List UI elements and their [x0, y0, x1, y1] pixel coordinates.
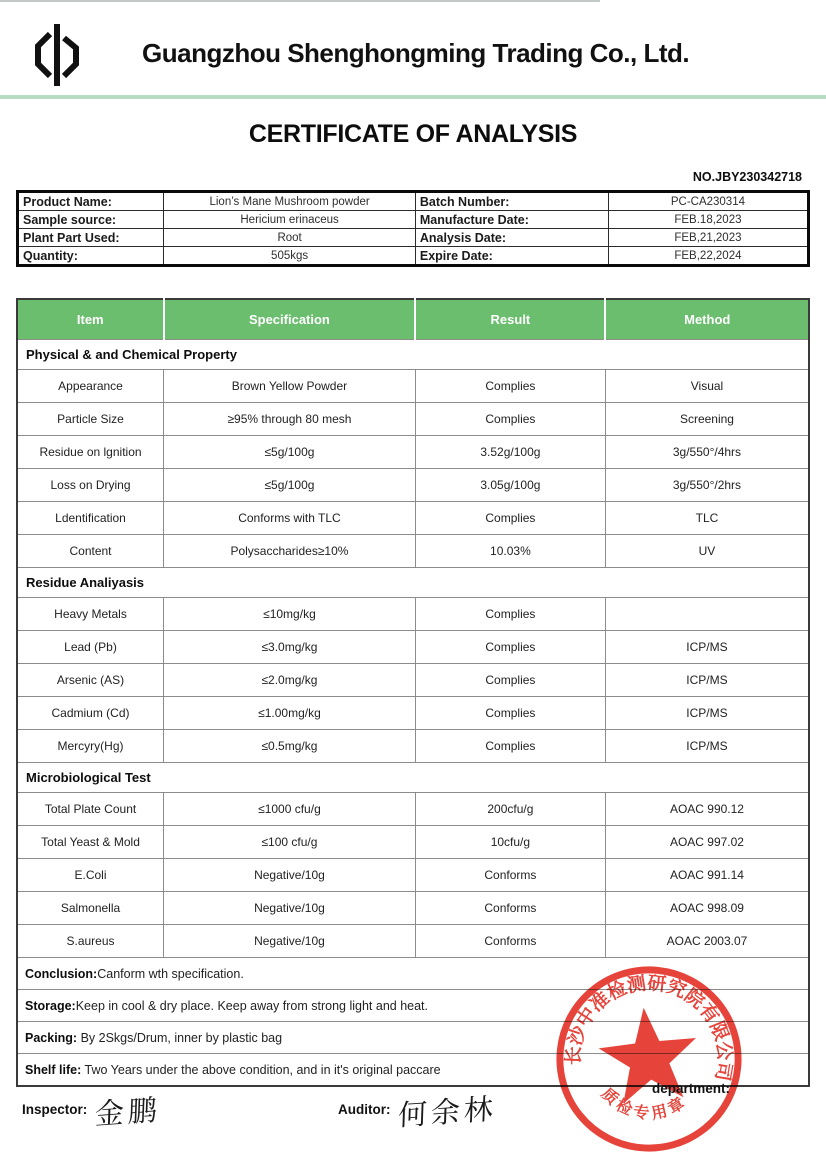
cell-method: AOAC 997.02 — [605, 826, 809, 859]
storage-text: Keep in cool & dry place. Keep away from strong light and heat. — [75, 998, 428, 1013]
col-header-specification: Specification — [164, 299, 416, 340]
info-row — [18, 211, 809, 229]
cell-item: Cadmium (Cd) — [17, 697, 164, 730]
cell-spec: ≤1000 cfu/g — [164, 793, 416, 826]
cell-result: Complies — [415, 664, 605, 697]
cell-item: Arsenic (AS) — [17, 664, 164, 697]
cell-result: Complies — [415, 370, 605, 403]
table-row — [17, 598, 809, 631]
table-row — [17, 502, 809, 535]
cell-method: ICP/MS — [605, 664, 809, 697]
product-info-body — [18, 192, 809, 266]
info-value: Root — [164, 229, 416, 247]
info-label: Sample source: — [18, 211, 164, 229]
info-value: FEB,22,2024 — [608, 247, 808, 266]
cell-item: S.aureus — [17, 925, 164, 958]
cell-spec: ≤100 cfu/g — [164, 826, 416, 859]
analysis-table-head — [17, 299, 809, 340]
cell-spec: ≤5g/100g — [164, 469, 416, 502]
cell-result: Complies — [415, 598, 605, 631]
cell-method: 3g/550°/4hrs — [605, 436, 809, 469]
table-row — [17, 793, 809, 826]
cell-result: Conforms — [415, 892, 605, 925]
top-edge-scan-line — [0, 0, 600, 2]
cell-item: Content — [17, 535, 164, 568]
cell-spec: ≥95% through 80 mesh — [164, 403, 416, 436]
cell-result: Complies — [415, 403, 605, 436]
conclusion-label: Conclusion: — [25, 966, 98, 981]
inspector-name-handwriting: 金鹏 — [94, 1092, 162, 1132]
table-row — [17, 892, 809, 925]
storage-label: Storage: — [25, 998, 76, 1013]
table-row — [17, 730, 809, 763]
cell-spec: ≤2.0mg/kg — [164, 664, 416, 697]
cell-spec: ≤3.0mg/kg — [164, 631, 416, 664]
info-label: Manufacture Date: — [415, 211, 608, 229]
cell-item: Mercyry(Hg) — [17, 730, 164, 763]
cell-result: 10cfu/g — [415, 826, 605, 859]
department-label: department: — [652, 1081, 731, 1096]
cell-result: Conforms — [415, 925, 605, 958]
inspector-label: Inspector: — [22, 1102, 88, 1117]
info-label: Batch Number: — [415, 192, 608, 211]
cell-item: E.Coli — [17, 859, 164, 892]
info-value: FEB,21,2023 — [608, 229, 808, 247]
cell-result: 10.03% — [415, 535, 605, 568]
shelf-life-text: Two Years under the above condition, and in it's original paccare — [81, 1062, 441, 1077]
page-title: CERTIFICATE OF ANALYSIS — [248, 120, 578, 148]
cell-method — [605, 598, 809, 631]
packing-label: Packing: — [25, 1030, 78, 1045]
cell-method: TLC — [605, 502, 809, 535]
info-value: FEB.18,2023 — [608, 211, 808, 229]
cell-method: Visual — [605, 370, 809, 403]
cell-method: AOAC 998.09 — [605, 892, 809, 925]
product-info-table — [16, 190, 810, 267]
header-separator — [0, 95, 826, 99]
cell-method: ICP/MS — [605, 730, 809, 763]
shelf-life-label: Shelf life: — [25, 1062, 82, 1077]
table-row — [17, 535, 809, 568]
cell-method: UV — [605, 535, 809, 568]
section-row — [17, 568, 809, 598]
table-row — [17, 631, 809, 664]
company-logo-icon — [28, 20, 86, 90]
section-label: Residue Analiyasis — [17, 568, 809, 598]
info-value: Lion’s Mane Mushroom powder — [164, 192, 416, 211]
cell-spec: Negative/10g — [164, 925, 416, 958]
table-row — [17, 925, 809, 958]
info-label: Analysis Date: — [415, 229, 608, 247]
cell-result: Complies — [415, 730, 605, 763]
info-row — [18, 247, 809, 266]
info-row — [18, 192, 809, 211]
cell-method: 3g/550°/2hrs — [605, 469, 809, 502]
cell-method: Screening — [605, 403, 809, 436]
section-row — [17, 340, 809, 370]
table-row — [17, 826, 809, 859]
cell-method: ICP/MS — [605, 631, 809, 664]
main-table-body — [17, 340, 809, 958]
cell-result: Complies — [415, 502, 605, 535]
table-row — [17, 436, 809, 469]
stamp-ring-text: 长沙中准检测研究院有限公司 — [563, 973, 735, 1083]
cell-spec: Brown Yellow Powder — [164, 370, 416, 403]
cell-method: AOAC 990.12 — [605, 793, 809, 826]
info-label: Quantity: — [18, 247, 164, 266]
cell-spec: ≤0.5mg/kg — [164, 730, 416, 763]
cell-result: Conforms — [415, 859, 605, 892]
cell-result: Complies — [415, 697, 605, 730]
stamp-bottom-text: 质检专用章 — [597, 1083, 692, 1124]
cell-spec: ≤5g/100g — [164, 436, 416, 469]
cell-item: Ldentification — [17, 502, 164, 535]
col-header-item: Item — [17, 299, 164, 340]
header-row — [17, 299, 809, 340]
cell-item: Salmonella — [17, 892, 164, 925]
cell-spec: Conforms with TLC — [164, 502, 416, 535]
cell-spec: ≤10mg/kg — [164, 598, 416, 631]
table-row — [17, 403, 809, 436]
table-row — [17, 697, 809, 730]
cell-result: 200cfu/g — [415, 793, 605, 826]
info-value: PC-CA230314 — [608, 192, 808, 211]
certificate-number: NO.JBY230342718 — [692, 170, 802, 184]
cell-item: Total Plate Count — [17, 793, 164, 826]
cell-spec: Negative/10g — [164, 892, 416, 925]
table-row — [17, 664, 809, 697]
cell-item: Total Yeast & Mold — [17, 826, 164, 859]
table-row — [17, 469, 809, 502]
table-row — [17, 370, 809, 403]
cell-spec: ≤1.00mg/kg — [164, 697, 416, 730]
info-row — [18, 229, 809, 247]
info-label: Plant Part Used: — [18, 229, 164, 247]
section-label: Microbiological Test — [17, 763, 809, 793]
cell-item: Loss on Drying — [17, 469, 164, 502]
cell-spec: Polysaccharides≥10% — [164, 535, 416, 568]
cell-result: 3.52g/100g — [415, 436, 605, 469]
auditor-label: Auditor: — [338, 1102, 391, 1117]
cell-method: AOAC 2003.07 — [605, 925, 809, 958]
info-value: 505kgs — [164, 247, 416, 266]
company-name: Guangzhou Shenghongming Trading Co., Ltd. — [142, 38, 690, 68]
cell-item: Heavy Metals — [17, 598, 164, 631]
table-row — [17, 859, 809, 892]
cell-result: 3.05g/100g — [415, 469, 605, 502]
info-label: Product Name: — [18, 192, 164, 211]
cell-item: Particle Size — [17, 403, 164, 436]
inspector-signature — [22, 1090, 161, 1131]
cell-item: Lead (Pb) — [17, 631, 164, 664]
info-label: Expire Date: — [415, 247, 608, 266]
section-label: Physical & and Chemical Property — [17, 340, 809, 370]
cell-spec: Negative/10g — [164, 859, 416, 892]
cell-item: Residue on lgnition — [17, 436, 164, 469]
auditor-name-handwriting: 何余林 — [397, 1091, 498, 1133]
packing-text: By 2Skgs/Drum, inner by plastic bag — [77, 1030, 283, 1045]
col-header-method: Method — [605, 299, 809, 340]
cell-item: Appearance — [17, 370, 164, 403]
info-value: Hericium erinaceus — [164, 211, 416, 229]
cell-method: ICP/MS — [605, 697, 809, 730]
auditor-signature — [338, 1090, 498, 1131]
col-header-result: Result — [415, 299, 605, 340]
section-row — [17, 763, 809, 793]
cell-method: AOAC 991.14 — [605, 859, 809, 892]
cell-result: Complies — [415, 631, 605, 664]
conclusion-text: Canform wth specification. — [97, 966, 244, 981]
red-company-stamp — [540, 950, 758, 1168]
